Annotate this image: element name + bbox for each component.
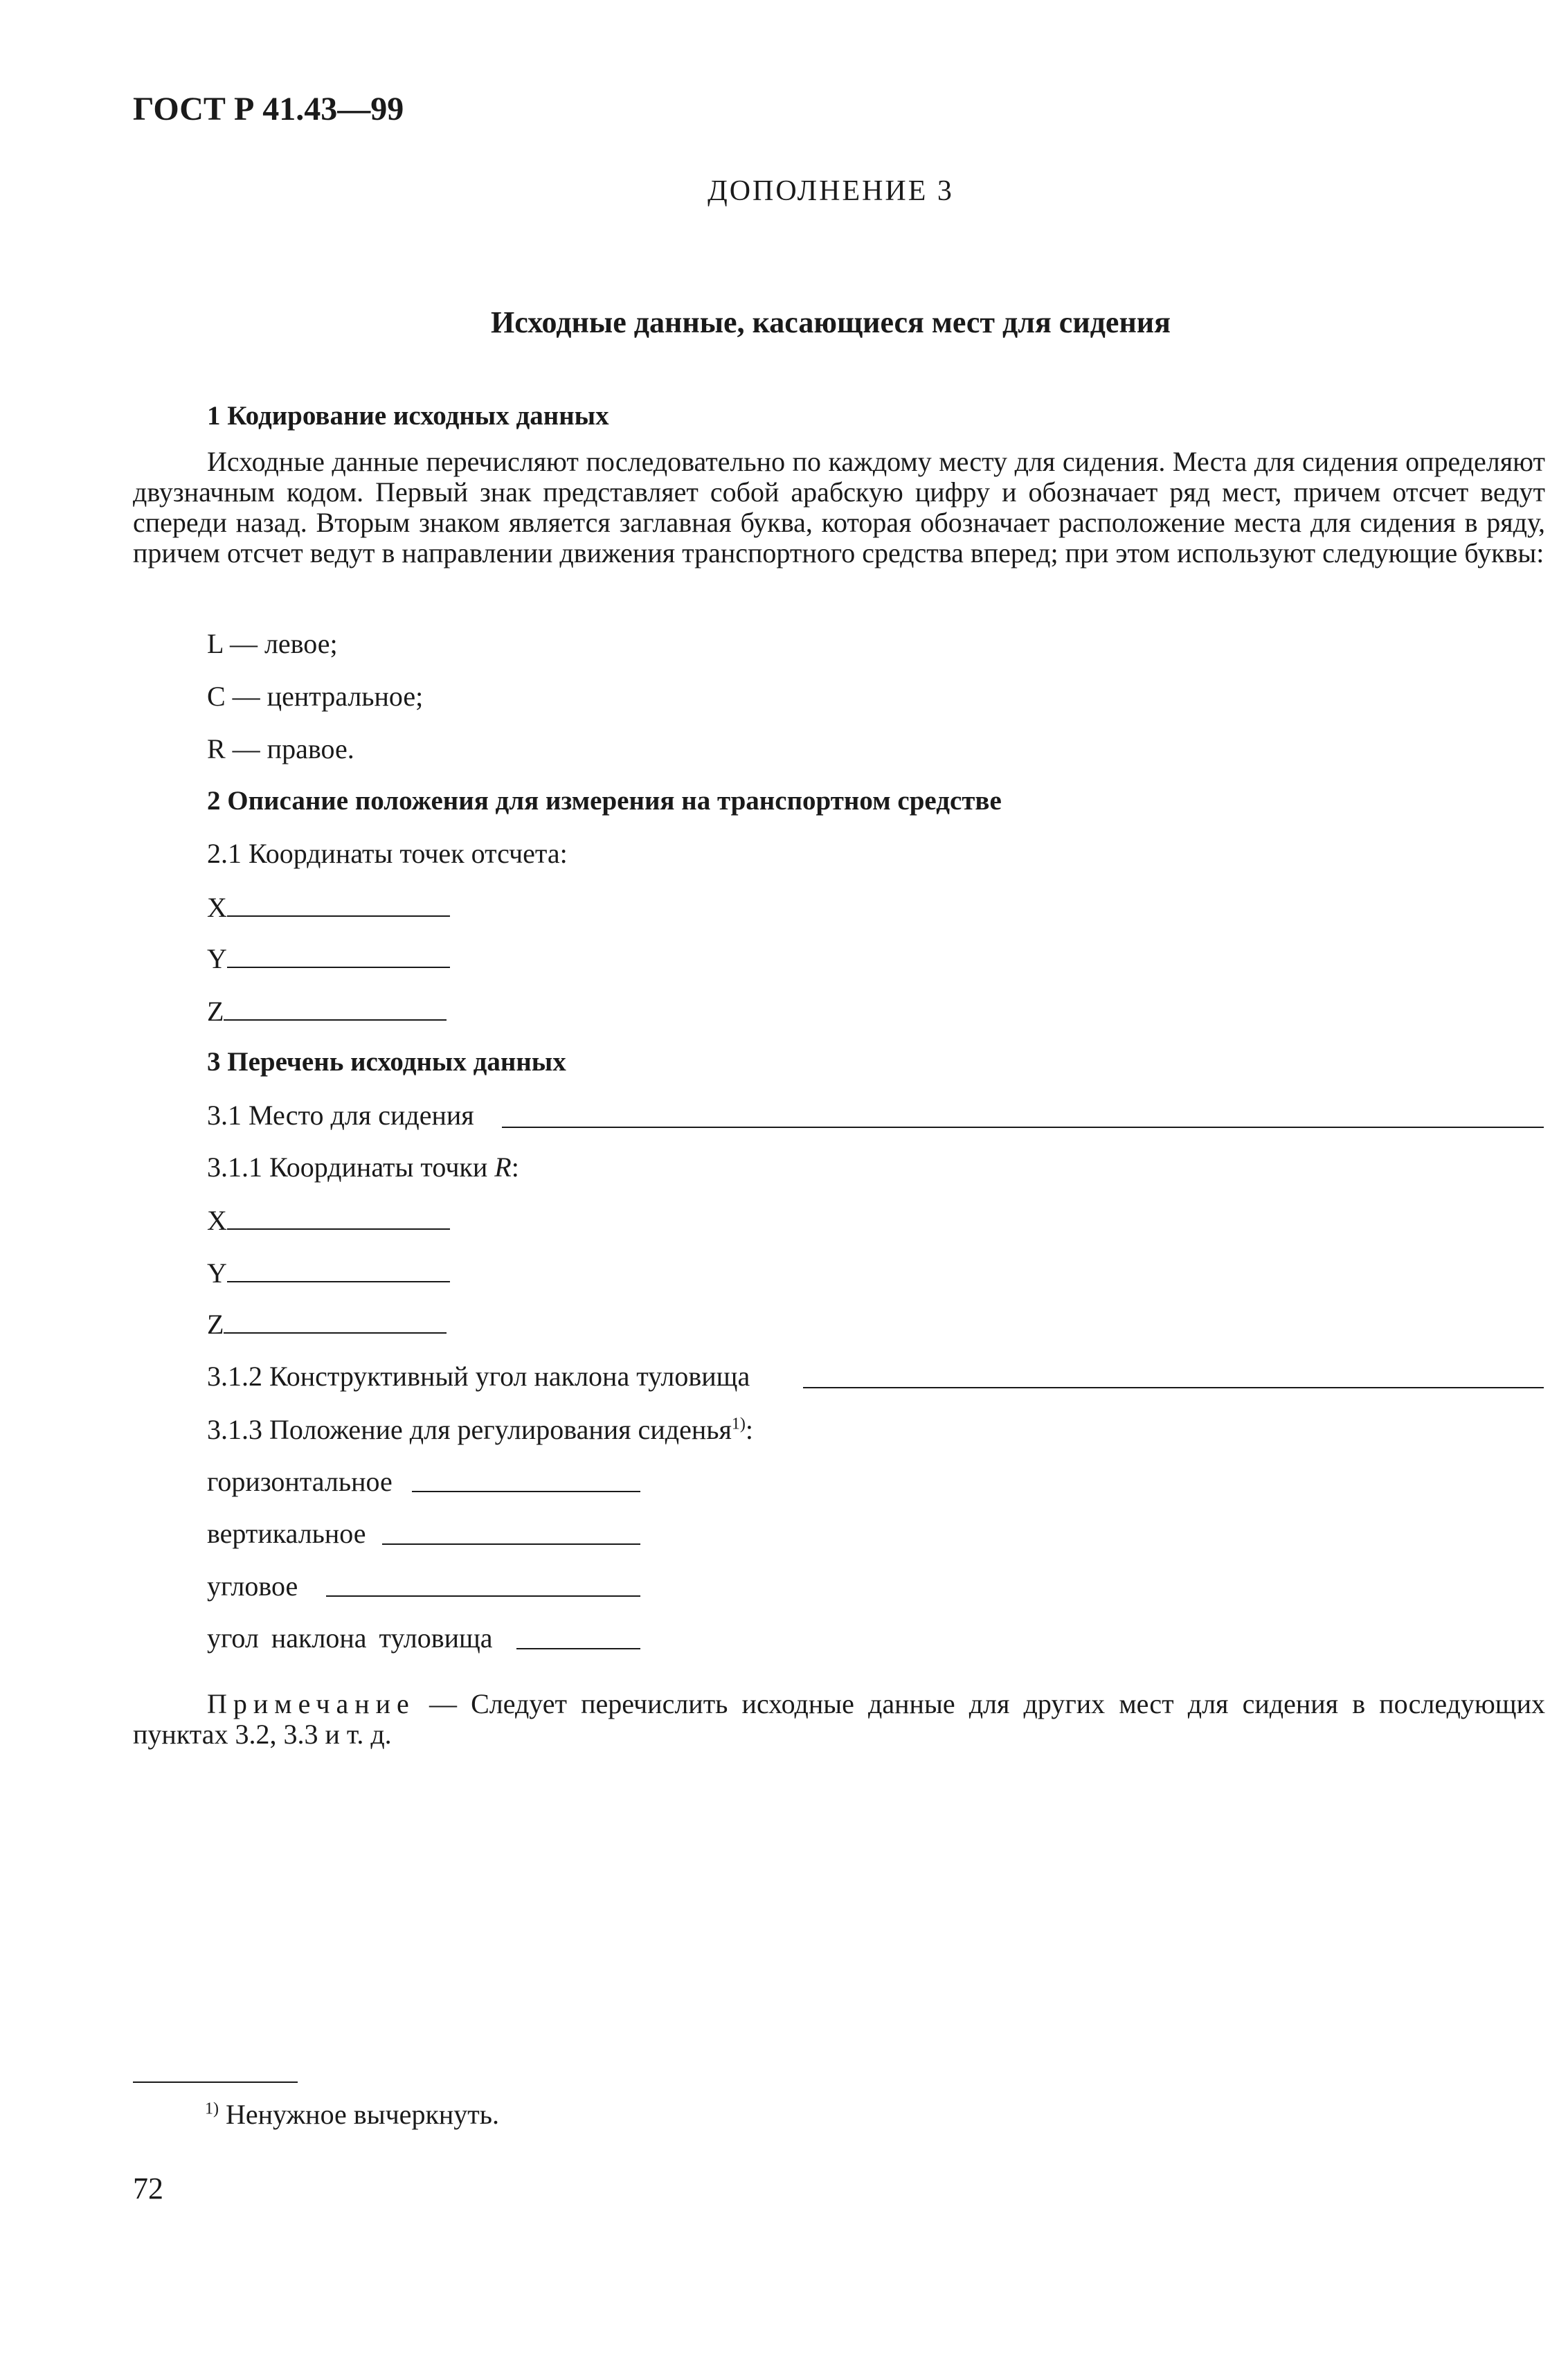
r-point-prefix: 3.1.1 Координаты точки — [207, 1152, 495, 1183]
adjust-angular-blank[interactable] — [326, 1595, 640, 1597]
ref-coord-z-label: Z — [207, 996, 224, 1027]
r-coord-y — [207, 1256, 450, 1289]
adjust-torso-label: угол наклона туловища — [207, 1622, 493, 1654]
footnote-marker: 1) — [205, 2099, 219, 2118]
section-1-heading: 1 Кодирование исходных данных — [207, 401, 609, 431]
adjust-vertical-blank[interactable] — [382, 1543, 640, 1545]
footnote — [205, 2098, 499, 2131]
r-point-suffix: : — [511, 1152, 519, 1183]
r-coord-z — [207, 1307, 447, 1341]
ref-coord-x-blank[interactable] — [227, 890, 450, 917]
r-coord-x-blank[interactable] — [227, 1203, 450, 1230]
seat-adjust-label — [207, 1413, 753, 1446]
ref-coord-z — [207, 994, 447, 1028]
torso-angle-blank[interactable] — [803, 1387, 1544, 1388]
r-point-label — [207, 1151, 519, 1183]
adjust-vertical — [207, 1517, 366, 1550]
adjust-angular — [207, 1570, 298, 1602]
r-coord-y-blank[interactable] — [227, 1256, 450, 1282]
ref-coord-z-blank[interactable] — [224, 994, 447, 1021]
section-3-heading: 3 Перечень исходных данных — [207, 1047, 566, 1077]
document-code: ГОСТ Р 41.43—99 — [133, 91, 404, 127]
letter-code-right: R — правое. — [207, 733, 354, 764]
adjust-horizontal-label: горизонтальное — [207, 1466, 393, 1497]
section-1-paragraph: Исходные данные перечисляют последовательно по каждому месту для сидения. Места для сидения определяют двузначным кодом. Первый знак представляет собой арабскую цифру и обозначает ряд мест, причем отсчет ведут спереди назад. Вторым знаком является заглавная буква, которая обозначает расположение места для сидения в ряду, причем отсчет ведут в направлении движения транспортного средства вперед; при этом используют следующие буквы: — [133, 446, 1545, 568]
r-point-letter: R — [494, 1152, 512, 1183]
adjust-torso — [207, 1622, 493, 1654]
page-number: 72 — [133, 2171, 163, 2205]
ref-coord-x-label: X — [207, 892, 227, 923]
adjust-vertical-label: вертикальное — [207, 1518, 366, 1549]
seat-label: 3.1 Место для сидения — [207, 1100, 474, 1131]
note-text: — Следует перечислить исходные данные для других мест для сидения в последующих пунктах 3.2, 3.3 и т. д. — [133, 1688, 1545, 1750]
adjust-horizontal-blank[interactable] — [412, 1491, 640, 1492]
seat-adjust-suffix: : — [745, 1414, 753, 1445]
r-coord-x — [207, 1203, 450, 1237]
note-label: Примечание — [207, 1688, 415, 1719]
r-coord-z-label: Z — [207, 1309, 224, 1340]
adjust-torso-blank[interactable] — [516, 1648, 640, 1649]
footnote-divider — [133, 2081, 298, 2083]
ref-coord-y-label: Y — [207, 943, 227, 974]
appendix-label: ДОПОЛНЕНИЕ 3 — [708, 175, 954, 207]
r-coord-z-blank[interactable] — [224, 1307, 447, 1334]
section-2-heading: 2 Описание положения для измерения на транспортном средстве — [207, 786, 1002, 816]
seat-blank[interactable] — [502, 1127, 1544, 1128]
letter-code-left: L — левое; — [207, 628, 338, 659]
r-coord-x-label: X — [207, 1205, 227, 1236]
ref-coord-x — [207, 890, 450, 924]
note-paragraph — [133, 1689, 1545, 1750]
footnote-text: Ненужное вычеркнуть. — [219, 2099, 499, 2130]
r-coord-y-label: Y — [207, 1257, 227, 1289]
torso-angle-label: 3.1.2 Конструктивный угол наклона туловища — [207, 1361, 750, 1392]
adjust-angular-label: угловое — [207, 1570, 298, 1602]
seat-adjust-prefix: 3.1.3 Положение для регулирования сиденья — [207, 1414, 732, 1445]
footnote-ref: 1) — [731, 1415, 746, 1433]
reference-points-label: 2.1 Координаты точек отсчета: — [207, 838, 568, 869]
ref-coord-y-blank[interactable] — [227, 942, 450, 968]
adjust-horizontal — [207, 1465, 393, 1498]
page-title: Исходные данные, касающиеся мест для сидения — [491, 305, 1171, 339]
letter-code-center: С — центральное; — [207, 681, 424, 712]
ref-coord-y — [207, 942, 450, 975]
